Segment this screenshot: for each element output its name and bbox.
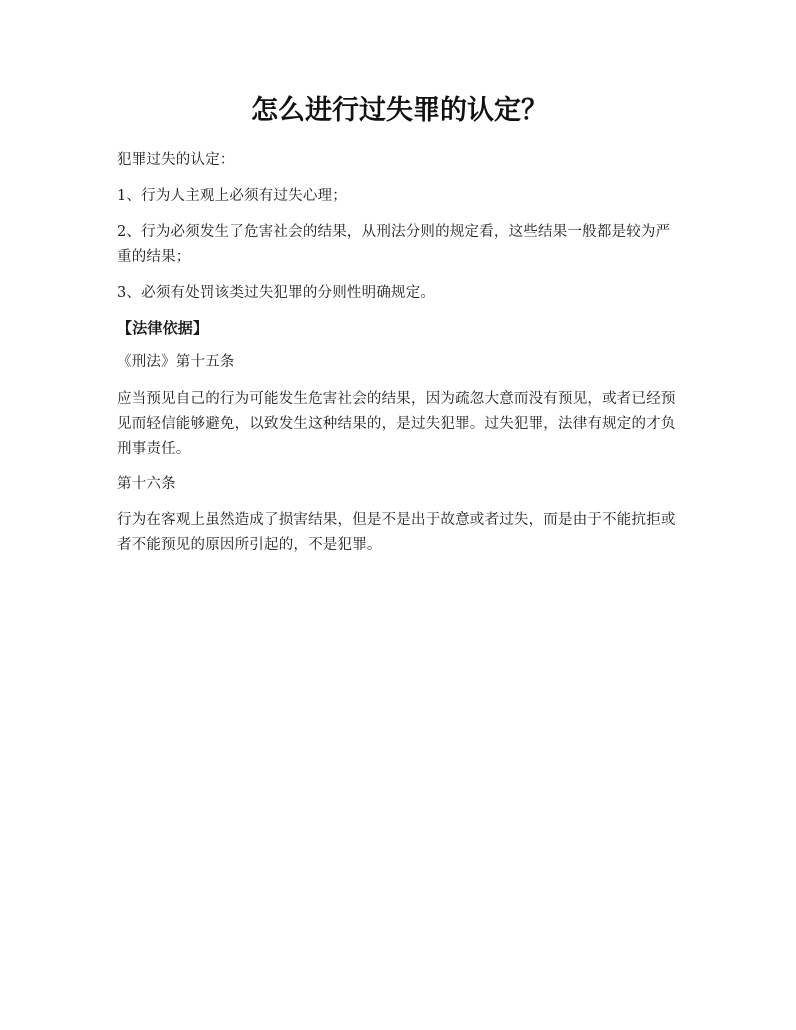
intro-text: 犯罪过失的认定： xyxy=(117,152,235,168)
article-15-text: 应当预见自己的行为可能发生危害社会的结果，因为疏忽大意而没有预见，或者已经预见而轻信能够避免，以致发生这种结果的，是过失犯罪。过失犯罪，法律有规定的才负刑事责任。 xyxy=(117,391,676,457)
article-16-text: 行为在客观上虽然造成了损害结果，但是不是出于故意或者过失，而是由于不能抗拒或者不能预见的原因所引起的，不是犯罪。 xyxy=(117,512,676,553)
article-15-title: 《刑法》第十五条 xyxy=(117,354,235,370)
article-16-title: 第十六条 xyxy=(117,476,176,492)
document-title: 怎么进行过失罪的认定？ xyxy=(251,95,548,126)
point-2: 2、行为必须发生了危害社会的结果，从刑法分则的规定看，这些结果一般都是较为严重的结果； xyxy=(117,224,671,265)
point-3: 3、必须有处罚该类过失犯罪的分则性明确规定。 xyxy=(117,285,436,301)
point-1: 1、行为人主观上必须有过失心理； xyxy=(117,188,347,204)
legal-basis-heading: 【法律依据】 xyxy=(117,319,209,337)
